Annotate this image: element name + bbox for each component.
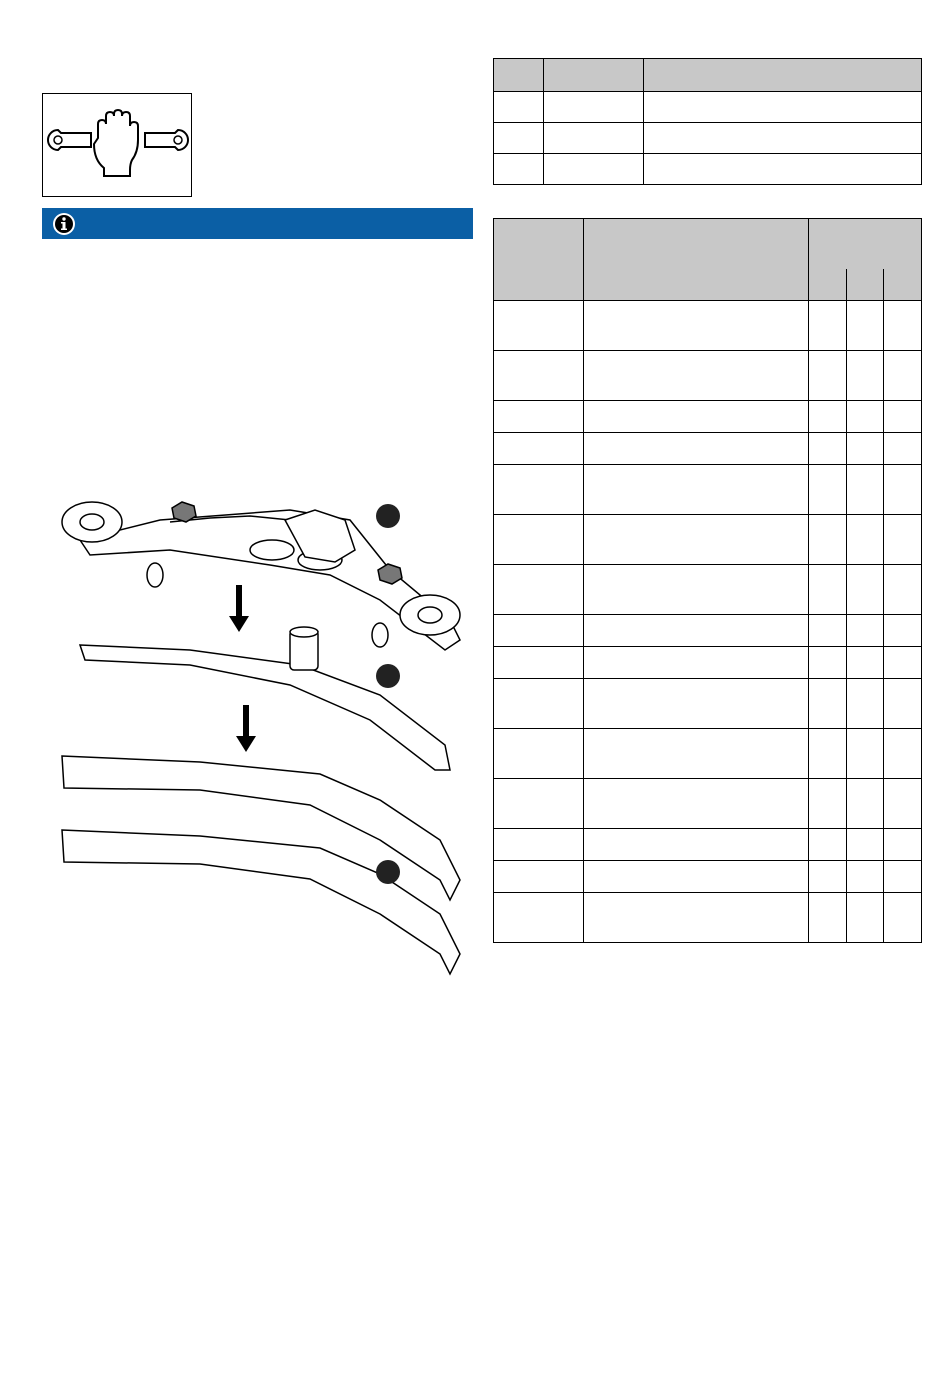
table-cell <box>643 123 921 154</box>
maintenance-table <box>493 218 922 943</box>
table-cell <box>494 401 584 433</box>
table-cell <box>884 465 922 515</box>
table-cell <box>809 351 847 401</box>
table-row <box>494 433 922 465</box>
table-subheader-cell <box>809 269 847 301</box>
table-cell <box>494 123 544 154</box>
table-row <box>494 565 922 615</box>
table-row <box>494 515 922 565</box>
table-cell <box>583 515 808 565</box>
tool-pictogram <box>42 93 192 197</box>
table-row <box>494 154 922 185</box>
table-cell <box>809 433 847 465</box>
table-subheader-cell <box>847 269 884 301</box>
table-cell <box>583 679 808 729</box>
table-cell <box>884 433 922 465</box>
table-cell <box>583 647 808 679</box>
table-cell <box>847 729 884 779</box>
table-cell <box>884 861 922 893</box>
table-cell <box>884 893 922 943</box>
table-cell <box>847 779 884 829</box>
table-cell <box>543 154 643 185</box>
table-cell <box>494 351 584 401</box>
table-cell <box>583 465 808 515</box>
table-row <box>494 829 922 861</box>
table-row <box>494 401 922 433</box>
squeegee-exploded-diagram <box>50 480 470 980</box>
table-cell <box>847 861 884 893</box>
wrench-hand-icon <box>43 94 193 198</box>
table-cell <box>583 779 808 829</box>
table-cell <box>884 779 922 829</box>
table-cell <box>494 615 584 647</box>
table-cell <box>884 301 922 351</box>
table-cell <box>583 351 808 401</box>
table-cell <box>494 565 584 615</box>
table-cell <box>494 515 584 565</box>
table-cell <box>809 647 847 679</box>
table-row <box>494 301 922 351</box>
table-cell <box>494 465 584 515</box>
table-cell <box>583 893 808 943</box>
table-subheader-cell <box>884 269 922 301</box>
table-cell <box>583 301 808 351</box>
table-cell <box>809 301 847 351</box>
table-row <box>494 351 922 401</box>
table-cell <box>809 829 847 861</box>
table-cell <box>847 615 884 647</box>
table-cell <box>809 565 847 615</box>
table-row <box>494 861 922 893</box>
table-row <box>494 893 922 943</box>
table-cell <box>543 123 643 154</box>
table-row <box>494 779 922 829</box>
table-cell <box>494 647 584 679</box>
table-row <box>494 92 922 123</box>
table-cell <box>884 515 922 565</box>
table-cell <box>847 829 884 861</box>
table-cell <box>809 729 847 779</box>
table-row <box>494 679 922 729</box>
table-header-cell <box>494 59 544 92</box>
table-cell <box>494 893 584 943</box>
table-cell <box>809 779 847 829</box>
table-cell <box>494 829 584 861</box>
table-cell <box>884 565 922 615</box>
table-cell <box>884 615 922 647</box>
table-cell <box>583 829 808 861</box>
table-cell <box>809 893 847 943</box>
table-header-cell <box>583 219 808 301</box>
table-cell <box>847 401 884 433</box>
table-cell <box>809 679 847 729</box>
table-row <box>494 729 922 779</box>
table-cell <box>809 615 847 647</box>
table-row <box>494 615 922 647</box>
table-cell <box>494 301 584 351</box>
table-row <box>494 647 922 679</box>
down-arrow-1 <box>229 585 249 632</box>
table-header-row <box>494 219 922 269</box>
table-cell <box>583 729 808 779</box>
table-cell <box>583 861 808 893</box>
table-cell <box>494 679 584 729</box>
table-row <box>494 465 922 515</box>
table-cell <box>494 779 584 829</box>
table-cell <box>847 351 884 401</box>
table-cell <box>583 565 808 615</box>
table-cell <box>847 679 884 729</box>
down-arrow-2 <box>236 705 256 752</box>
table-cell <box>847 433 884 465</box>
table-cell <box>643 154 921 185</box>
table-cell <box>884 351 922 401</box>
table-cell <box>847 565 884 615</box>
table-cell <box>494 92 544 123</box>
table-header-cell <box>643 59 921 92</box>
squeegee-blade-front <box>62 756 460 900</box>
table-cell <box>847 893 884 943</box>
table-cell <box>884 647 922 679</box>
table-cell <box>884 829 922 861</box>
table-cell <box>809 515 847 565</box>
table-cell <box>494 433 584 465</box>
table-cell <box>494 154 544 185</box>
table-cell <box>583 615 808 647</box>
table-cell <box>847 301 884 351</box>
table-header-row <box>494 59 922 92</box>
table-cell <box>643 92 921 123</box>
legend-table <box>493 58 922 185</box>
table-row <box>494 123 922 154</box>
table-cell <box>809 401 847 433</box>
table-cell <box>884 679 922 729</box>
callout-3 <box>376 860 400 884</box>
table-cell <box>583 433 808 465</box>
table-cell <box>884 729 922 779</box>
table-cell <box>809 861 847 893</box>
table-cell <box>847 647 884 679</box>
table-cell <box>809 465 847 515</box>
callout-2 <box>376 664 400 688</box>
table-cell <box>884 401 922 433</box>
table-cell <box>847 465 884 515</box>
table-cell <box>494 861 584 893</box>
table-header-cell <box>494 219 584 301</box>
table-cell <box>543 92 643 123</box>
info-icon <box>52 212 76 236</box>
table-header-cell <box>809 219 922 269</box>
table-cell <box>583 401 808 433</box>
table-cell <box>494 729 584 779</box>
squeegee-body <box>80 627 450 770</box>
info-notice-bar <box>42 208 473 239</box>
squeegee-frame-assembly <box>62 502 460 650</box>
table-header-cell <box>543 59 643 92</box>
table-cell <box>847 515 884 565</box>
callout-1 <box>376 504 400 528</box>
